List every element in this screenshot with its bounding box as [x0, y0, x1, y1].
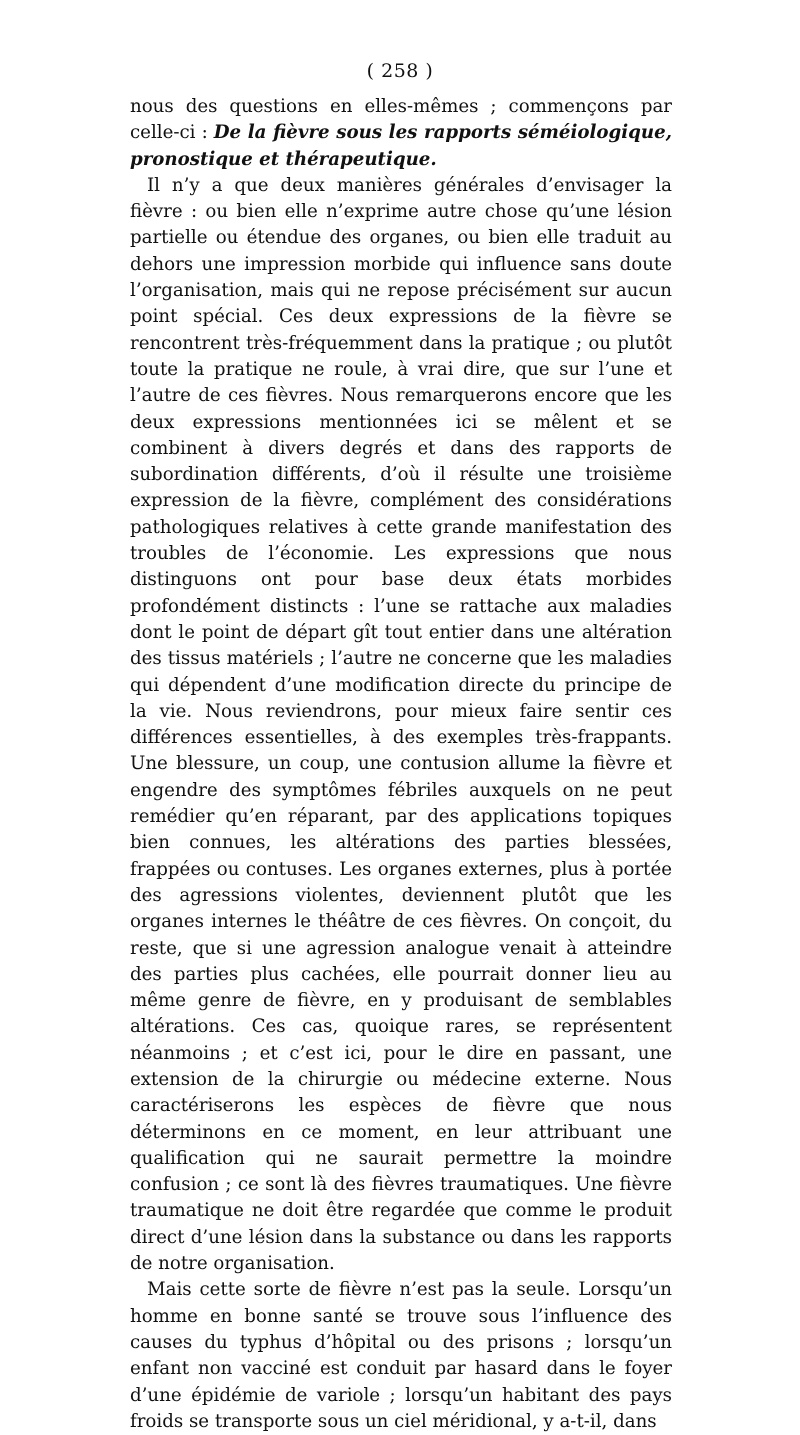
paragraph-1-intro: nous des questions en elles-mêmes ; commençons par celle-ci :	[130, 96, 672, 144]
paragraph-1	[130, 94, 672, 173]
paragraph-2: Il n’y a que deux manières générales d’envisager la fièvre : ou bien elle n’exprime autre chose qu’une lésion partielle ou étendue des organes, ou bien elle traduit au dehors une impression morbide qui influence sans doute l’organisation, mais qui ne repose précisément sur aucun point spécial. Ces deux expressions de la fièvre se rencontrent très-fréquemment dans la pratique ; ou plutôt toute la pratique ne roule, à vrai dire, que sur l’une et l’autre de ces fièvres. Nous remarquerons encore que les deux expressions mentionnées ici se mêlent et se combinent à divers degrés et dans des rapports de subordination différents, d’où il résulte une troisième expression de la fièvre, complément des considérations pathologiques relatives à cette grande manifestation des troubles de l’économie. Les expressions que nous distinguons ont pour base deux états morbides profondément distincts : l’une se rattache aux maladies dont le point de départ gît tout entier dans une altération des tissus matériels ; l’autre ne concerne que les maladies qui dépendent d’une modification directe du principe de la vie. Nous reviendrons, pour mieux faire sentir ces différences essentielles, à des exemples très-frappants. Une blessure, un coup, une contusion allume la fièvre et engendre des symptômes fébriles auxquels on ne peut remédier qu’en réparant, par des applications topiques bien connues, les altérations des parties blessées, frappées ou contuses. Les organes externes, plus à portée des agressions violentes, deviennent plutôt que les organes internes le théâtre de ces fièvres. On conçoit, du reste, que si une agression analogue venait à atteindre des parties plus cachées, elle pourrait donner lieu au même genre de fièvre, en y produisant de semblables altérations. Ces cas, quoique rares, se représentent néanmoins ; et c’est ici, pour le dire en passant, une extension de la chirurgie ou médecine externe. Nous caractériserons les espèces de fièvre que nous déterminons en ce moment, en leur attribuant une qualification qui ne saurait permettre la moindre confusion ; ce sont là des fièvres traumatiques. Une fièvre traumatique ne doit être regardée que comme le produit direct d’une lésion dans la substance ou dans les rapports de notre organisation.	[130, 174, 672, 1275]
page-number: ( 258 )	[366, 60, 434, 82]
paragraph-3: Mais cette sorte de fièvre n’est pas la seule. Lorsqu’un homme en bonne santé se trouve sous l’influence des causes du typhus d’hôpital ou des prisons ; lorsqu’un enfant non vacciné est conduit par hasard dans le foyer d’une épidémie de variole ; lorsqu’un habitant des pays froids se transporte sous un ciel méridional, y a-t-il, dans	[130, 1279, 672, 1432]
body-text	[130, 94, 672, 1435]
section-title: De la fièvre sous les rapports séméiologique, pronostique et thérapeutique.	[130, 122, 672, 170]
